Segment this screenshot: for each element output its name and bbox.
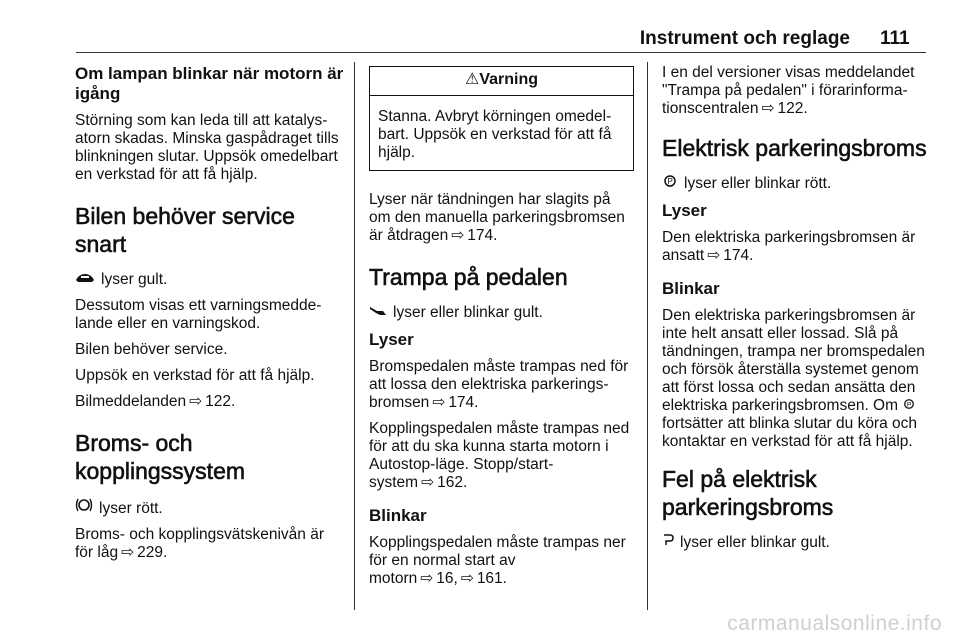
pedal-icon-text: lyser eller blinkar gult. (393, 304, 543, 321)
brake-text: Broms- och kopplingsvätskenivån är för låg (75, 526, 324, 561)
lyser-epb-text: Den elektriska parkeringsbromsen är ansatt (662, 229, 916, 264)
column-1 (75, 64, 345, 570)
warning-title: Varning (479, 71, 539, 88)
watermark: carmanualsonline.info (727, 612, 942, 635)
heading-pedal: Trampa på pedalen (369, 264, 568, 290)
heading-blinkar-epb: Blinkar (662, 279, 720, 298)
heading-blink: Om lampan blinkar när motorn är igång (75, 64, 344, 103)
wrench-car-icon (75, 270, 95, 288)
service-icon-text: lyser gult. (101, 271, 168, 288)
paragraph-service-2: Bilen behöver service. (75, 341, 228, 358)
top-text: I en del versioner visas meddelandet "Trampa på pedalen" i förarinformationscentralen (662, 64, 915, 117)
xref-blinkar-a[interactable]: ⇨ 16, (417, 570, 458, 587)
column-divider-2 (647, 62, 648, 610)
heading-epb: Elektrisk parkeringsbroms (662, 135, 927, 161)
column-divider-1 (354, 62, 355, 610)
header-rule (76, 52, 926, 53)
paragraph-blinkar-epb (662, 307, 930, 451)
pedal-icon (369, 303, 387, 321)
warning-header (370, 67, 633, 96)
paragraph-lyser-2 (369, 420, 634, 492)
manual-brake-text: Lyser när tändningen har slagits på om den manuella parkeringsbromsen är åtdragen (369, 191, 625, 244)
heading-fel: Fel på elektrisk parkeringsbroms (662, 466, 834, 520)
xref-top[interactable]: ⇨ 122. (759, 100, 808, 117)
paragraph-brake (75, 526, 345, 562)
paragraph-lyser-1 (369, 358, 634, 412)
xref-lyser-epb[interactable]: ⇨ 174. (704, 247, 753, 264)
svg-text:P: P (667, 177, 673, 186)
heading-lyser: Lyser (369, 330, 414, 349)
fel-icon-text: lyser eller blinkar gult. (680, 534, 830, 551)
heading-brake: Broms- och kopplingssystem (75, 430, 246, 484)
fel-icon-line (662, 533, 930, 552)
blinkar-text: Kopplingspedalen måste trampas ner för en normal start av motorn (369, 534, 626, 587)
parking-brake-icon (662, 174, 678, 192)
warning-box (369, 66, 634, 171)
parking-brake-inline-icon (902, 397, 916, 414)
epb-icon-text: lyser eller blinkar rött. (684, 175, 832, 192)
heading-blinkar: Blinkar (369, 506, 427, 525)
xref-manual-brake[interactable]: ⇨ 174. (448, 227, 497, 244)
paragraph-service-1: Dessutom visas ett varningsmeddelande eller en varningskod. (75, 297, 322, 332)
lyser-2-text: Kopplingspedalen måste trampas ned för att du ska kunna starta motorn i Autostop-läge. Stopp/start-system (369, 420, 630, 491)
paragraph-service-3: Uppsök en verkstad för att få hjälp. (75, 367, 315, 384)
service-ref-text: Bilmeddelanden (75, 393, 187, 410)
xref-blinkar-b[interactable]: ⇨ 161. (458, 570, 507, 587)
heading-service: Bilen behöver service snart (75, 203, 295, 257)
paragraph-service-4 (75, 393, 345, 411)
paragraph-manual-brake (369, 191, 634, 245)
heading-lyser-epb: Lyser (662, 201, 707, 220)
paragraph-blinkar (369, 534, 634, 588)
paragraph-lyser-epb (662, 229, 930, 265)
column-2 (369, 64, 634, 596)
xref-lyser-2[interactable]: ⇨ 162. (418, 474, 467, 491)
service-icon-line (75, 270, 345, 289)
blinkar-epb-text-1: Den elektriska parkeringsbromsen är inte helt ansatt eller lossad. Slå på tändningen, trampa ner bromspedalen och försök återställa systemet genom att först lossa och sedan ansätta den elektriska parkeringsbromsen. Om (662, 307, 925, 414)
page-header-title: Instrument och reglage (639, 28, 850, 49)
xref-service[interactable]: ⇨ 122. (186, 393, 235, 410)
brake-icon-line (75, 497, 345, 518)
xref-lyser-1[interactable]: ⇨ 174. (429, 394, 478, 411)
column-3 (662, 64, 930, 560)
warning-text: Stanna. Avbryt körningen omedelbart. Uppsök en verkstad för att få hjälp. (378, 108, 612, 161)
brake-icon-text: lyser rött. (99, 500, 163, 517)
brake-fluid-icon (75, 497, 93, 517)
xref-brake[interactable]: ⇨ 229. (118, 544, 167, 561)
epb-icon-line (662, 174, 930, 193)
page-number: 111 (880, 28, 910, 49)
parking-brake-fault-icon (662, 533, 674, 551)
svg-text:P: P (907, 401, 912, 409)
paragraph-blink: Störning som kan leda till att katalysatorn skadas. Minska gaspådraget tills blinkningen slutar. Uppsök omedelbart en verkstad för att få hjälp. (75, 112, 339, 183)
lyser-1-text: Bromspedalen måste trampas ned för att lossa den elektriska parkeringsbromsen (369, 358, 629, 411)
paragraph-top (662, 64, 930, 118)
pedal-icon-line (369, 303, 634, 322)
warning-triangle-icon: ⚠ (464, 71, 480, 88)
blinkar-epb-text-2: fortsätter att blinka slutar du köra och kontaktar en verkstad för att få hjälp. (662, 415, 918, 450)
